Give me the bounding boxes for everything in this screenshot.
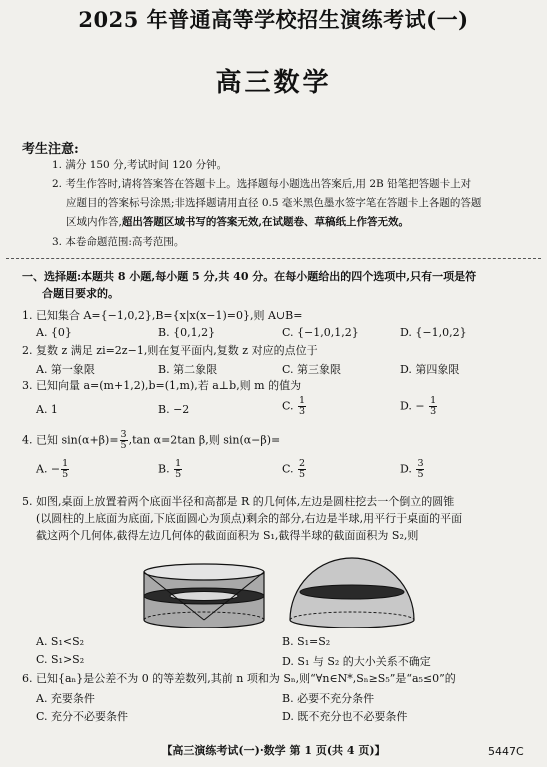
fraction-denominator: 5 xyxy=(175,469,182,480)
cylinder-minus-cone-figure xyxy=(144,564,264,628)
exam-title: 2025 年普通高等学校招生演练考试(一) xyxy=(78,7,469,32)
hemisphere-figure xyxy=(290,558,414,628)
q3-option-c-prefix: C. xyxy=(282,399,294,413)
q6-option-d: D. 既不充分也不必要条件 xyxy=(282,710,408,723)
fraction-denominator: 5 xyxy=(120,440,127,451)
fraction-numerator: 1 xyxy=(430,395,437,406)
exam-code: 5447C xyxy=(488,745,524,758)
q1-option-a: A. {0} xyxy=(36,326,72,339)
q3-option-a: A. 1 xyxy=(36,403,58,416)
q6-option-c: C. 充分不必要条件 xyxy=(36,710,129,723)
q4-option-a xyxy=(36,459,70,480)
fraction-denominator: 3 xyxy=(430,406,437,417)
fraction-numerator: 3 xyxy=(417,458,424,469)
fraction-numerator: 2 xyxy=(299,458,306,469)
q1-option-d: D. {−1,0,2} xyxy=(400,326,467,339)
q4-stem-pre: 4. 已知 sin(α+β)= xyxy=(22,433,119,447)
notice-item-2-cont2-text: 区域内作答, xyxy=(66,216,122,228)
q4-stem xyxy=(22,430,280,451)
q2-option-a: A. 第一象限 xyxy=(36,363,95,376)
section-heading xyxy=(22,268,476,302)
q4-option-c-fraction xyxy=(298,459,306,480)
q4-option-b-prefix: B. xyxy=(158,462,170,476)
q2-stem: 2. 复数 z 满足 zi=2z−1,则在复平面内,复数 z 对应的点位于 xyxy=(22,344,318,357)
fraction-numerator: 1 xyxy=(175,458,182,469)
fraction-numerator: 1 xyxy=(62,458,69,469)
q3-stem: 3. 已知向量 a=(m+1,2),b=(1,m),若 a⊥b,则 m 的值为 xyxy=(22,379,302,392)
q2-option-d: D. 第四象限 xyxy=(400,363,460,376)
subject-title: 高三数学 xyxy=(215,68,332,98)
q3-option-d xyxy=(400,396,438,417)
notice-item-2-cont: 应题目的答案标号涂黑;非选择题请用直径 0.5 毫米黑色墨水签字笔在答题卡上各题的答题 xyxy=(66,197,482,209)
q1-option-c: C. {−1,0,1,2} xyxy=(282,326,359,339)
q4-option-b-fraction xyxy=(174,459,182,480)
q5-option-a: A. S₁<S₂ xyxy=(36,635,85,648)
q3-option-d-prefix: D. − xyxy=(400,399,425,413)
section-heading-line2: 合题目要求的。 xyxy=(42,287,119,300)
q4-stem-post: ,tan α=2tan β,则 sin(α−β)= xyxy=(128,433,281,447)
q3-option-d-fraction xyxy=(429,396,437,417)
page-footer: 【高三演练考试(一)·数学 第 1 页(共 4 页)】 xyxy=(161,744,386,757)
notice-item-2-cont2 xyxy=(66,214,409,230)
q4-option-a-fraction xyxy=(61,459,69,480)
q6-option-b: B. 必要不充分条件 xyxy=(282,692,375,705)
q4-option-d xyxy=(400,459,425,480)
q4-stem-fraction xyxy=(120,430,128,451)
notice-item-3: 3. 本卷命题范围:高考范围。 xyxy=(52,236,185,248)
notice-item-2: 2. 考生作答时,请将答案答在答题卡上。选择题每小题选出答案后,用 2B 铅笔把答题卡上对 xyxy=(52,178,472,190)
q5-stem-line2: (以圆柱的上底面为底面,下底面圆心为顶点)剩余的部分,右边是半球,用平行于桌面的平面 xyxy=(36,512,463,525)
q4-option-c xyxy=(282,459,307,480)
notice-item-2-bold: 超出答题区域书写的答案无效,在试题卷、草稿纸上作答无效。 xyxy=(121,216,409,228)
notice-item-1: 1. 满分 150 分,考试时间 120 分钟。 xyxy=(52,159,228,171)
q4-option-b xyxy=(158,459,183,480)
q5-figure xyxy=(140,550,440,628)
q6-stem: 6. 已知{aₙ}是公差不为 0 的等差数列,其前 n 项和为 Sₙ,则“∀n∈N*,Sₙ≥S₅”是“a₅≤0”的 xyxy=(22,672,456,685)
q5-stem-line1: 5. 如图,桌面上放置着两个底面半径和高都是 R 的几何体,左边是圆柱挖去一个倒立的圆锥 xyxy=(22,495,455,508)
q3-option-c-fraction xyxy=(298,396,306,417)
q5-option-d: D. S₁ 与 S₂ 的大小关系不确定 xyxy=(282,655,431,668)
q4-option-d-prefix: D. xyxy=(400,462,412,476)
q5-option-c: C. S₁>S₂ xyxy=(36,653,85,666)
q2-option-c: C. 第三象限 xyxy=(282,363,342,376)
q1-option-b: B. {0,1,2} xyxy=(158,326,216,339)
fraction-denominator: 5 xyxy=(299,469,306,480)
notice-heading: 考生注意: xyxy=(22,142,79,157)
fraction-numerator: 1 xyxy=(299,395,306,406)
fraction-denominator: 5 xyxy=(62,469,69,480)
divider xyxy=(6,258,541,259)
q4-option-a-prefix: A. − xyxy=(36,462,61,476)
fraction-denominator: 5 xyxy=(417,469,424,480)
q4-option-d-fraction xyxy=(416,459,424,480)
section-heading-line1: 一、选择题:本题共 8 小题,每小题 5 分,共 40 分。在每小题给出的四个选项中,只有一项是符 xyxy=(22,270,477,283)
q5-option-b: B. S₁=S₂ xyxy=(282,635,331,648)
q6-option-a: A. 充要条件 xyxy=(36,692,95,705)
q1-stem: 1. 已知集合 A={−1,0,2},B={x|x(x−1)=0},则 A∪B= xyxy=(22,309,303,322)
q3-option-c xyxy=(282,396,307,417)
fraction-numerator: 3 xyxy=(120,429,127,440)
fraction-denominator: 3 xyxy=(299,406,306,417)
q3-option-b: B. −2 xyxy=(158,403,190,416)
q4-option-c-prefix: C. xyxy=(282,462,294,476)
q2-option-b: B. 第二象限 xyxy=(158,363,218,376)
q5-stem-line3: 截这两个几何体,截得左边几何体的截面面积为 S₁,截得半球的截面面积为 S₂,则 xyxy=(36,529,419,542)
